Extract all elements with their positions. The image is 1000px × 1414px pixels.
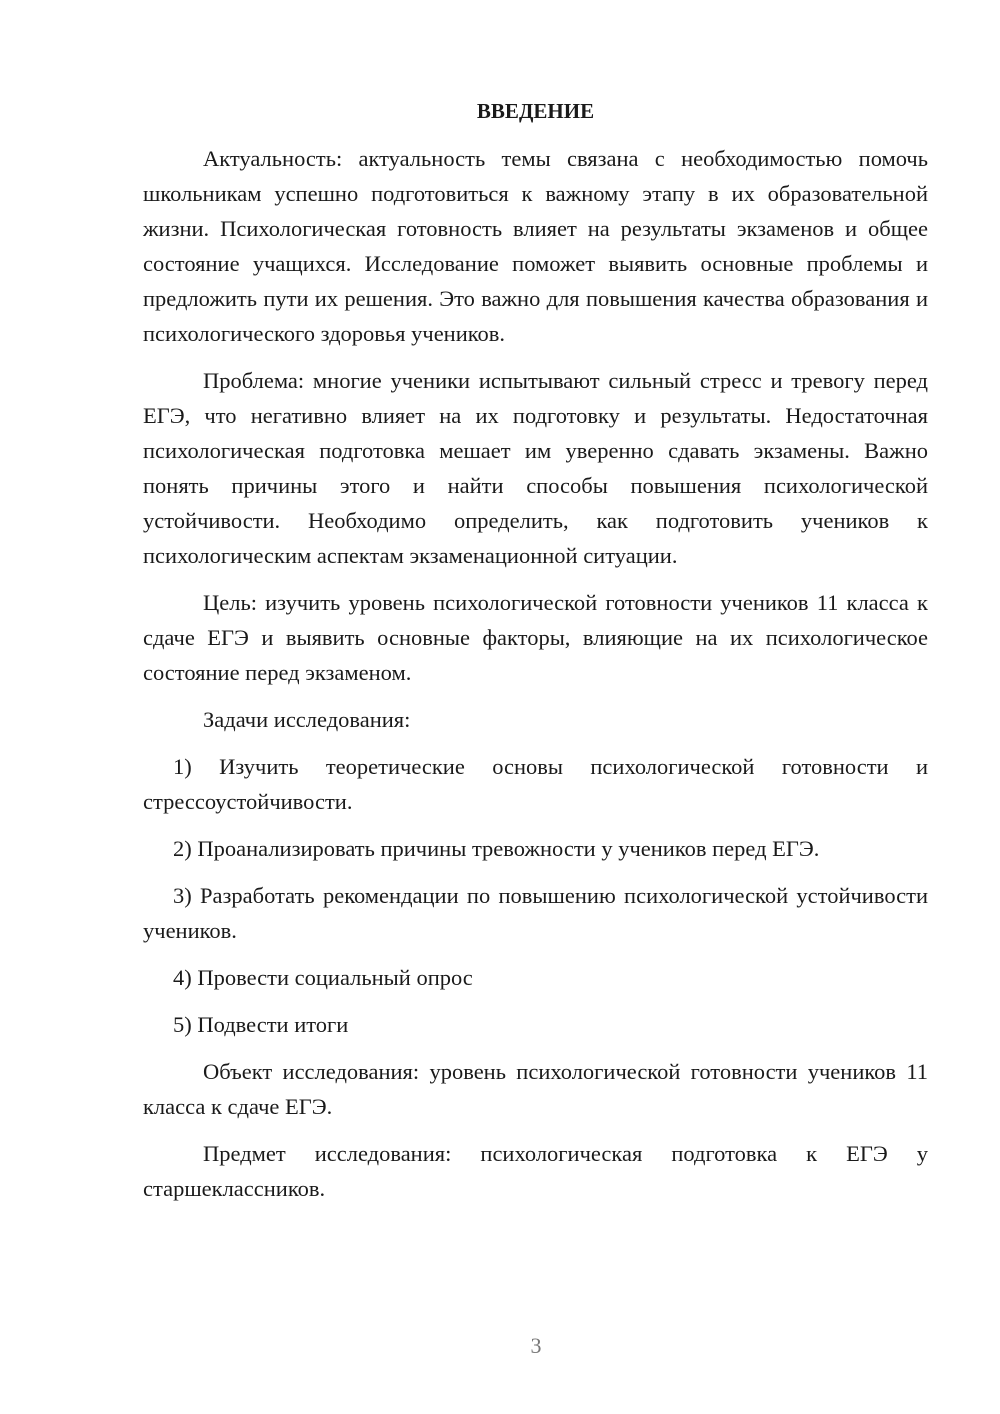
section-title: ВВЕДЕНИЕ <box>476 99 595 123</box>
task-item-4: 4) Провести социальный опрос <box>173 965 473 990</box>
task-item-1: 1) Изучить теоретические основы психологической готовности и стрессоустойчивости. <box>143 754 928 814</box>
task-item-3: 3) Разработать рекомендации по повышению психологической устойчивости учеников. <box>143 883 928 943</box>
paragraph-tasks-heading: Задачи исследования: <box>203 707 411 732</box>
page-number: 3 <box>530 1333 542 1358</box>
paragraph-relevance: Актуальность: актуальность темы связана с необходимостью помочь школьникам успешно подготовиться к важному этапу в их образовательной жизни. Психологическая готовность влияет на результаты экзаменов и общее состояние учащихся. Исследование поможет выявить основные проблемы и предложить пути их решения. Это важно для повышения качества образования и психологического здоровья учеников. <box>143 146 928 346</box>
paragraph-subject: Предмет исследования: психологическая подготовка к ЕГЭ у старшеклассников. <box>143 1141 928 1201</box>
paragraph-object: Объект исследования: уровень психологической готовности учеников 11 класса к сдаче ЕГЭ. <box>143 1059 928 1119</box>
paragraph-goal: Цель: изучить уровень психологической готовности учеников 11 класса к сдаче ЕГЭ и выявить основные факторы, влияющие на их психологическое состояние перед экзаменом. <box>143 590 928 685</box>
task-item-2: 2) Проанализировать причины тревожности у учеников перед ЕГЭ. <box>173 836 820 861</box>
paragraph-problem: Проблема: многие ученики испытывают сильный стресс и тревогу перед ЕГЭ, что негативно влияет на их подготовку и результаты. Недостаточная психологическая подготовка мешает им уверенно сдавать экзамены. Важно понять причины этого и найти способы повышения психологической устойчивости. Необходимо определить, как подготовить учеников к психологическим аспектам экзаменационной ситуации. <box>143 368 928 568</box>
task-item-5: 5) Подвести итоги <box>173 1012 349 1037</box>
page-content <box>143 95 928 1206</box>
